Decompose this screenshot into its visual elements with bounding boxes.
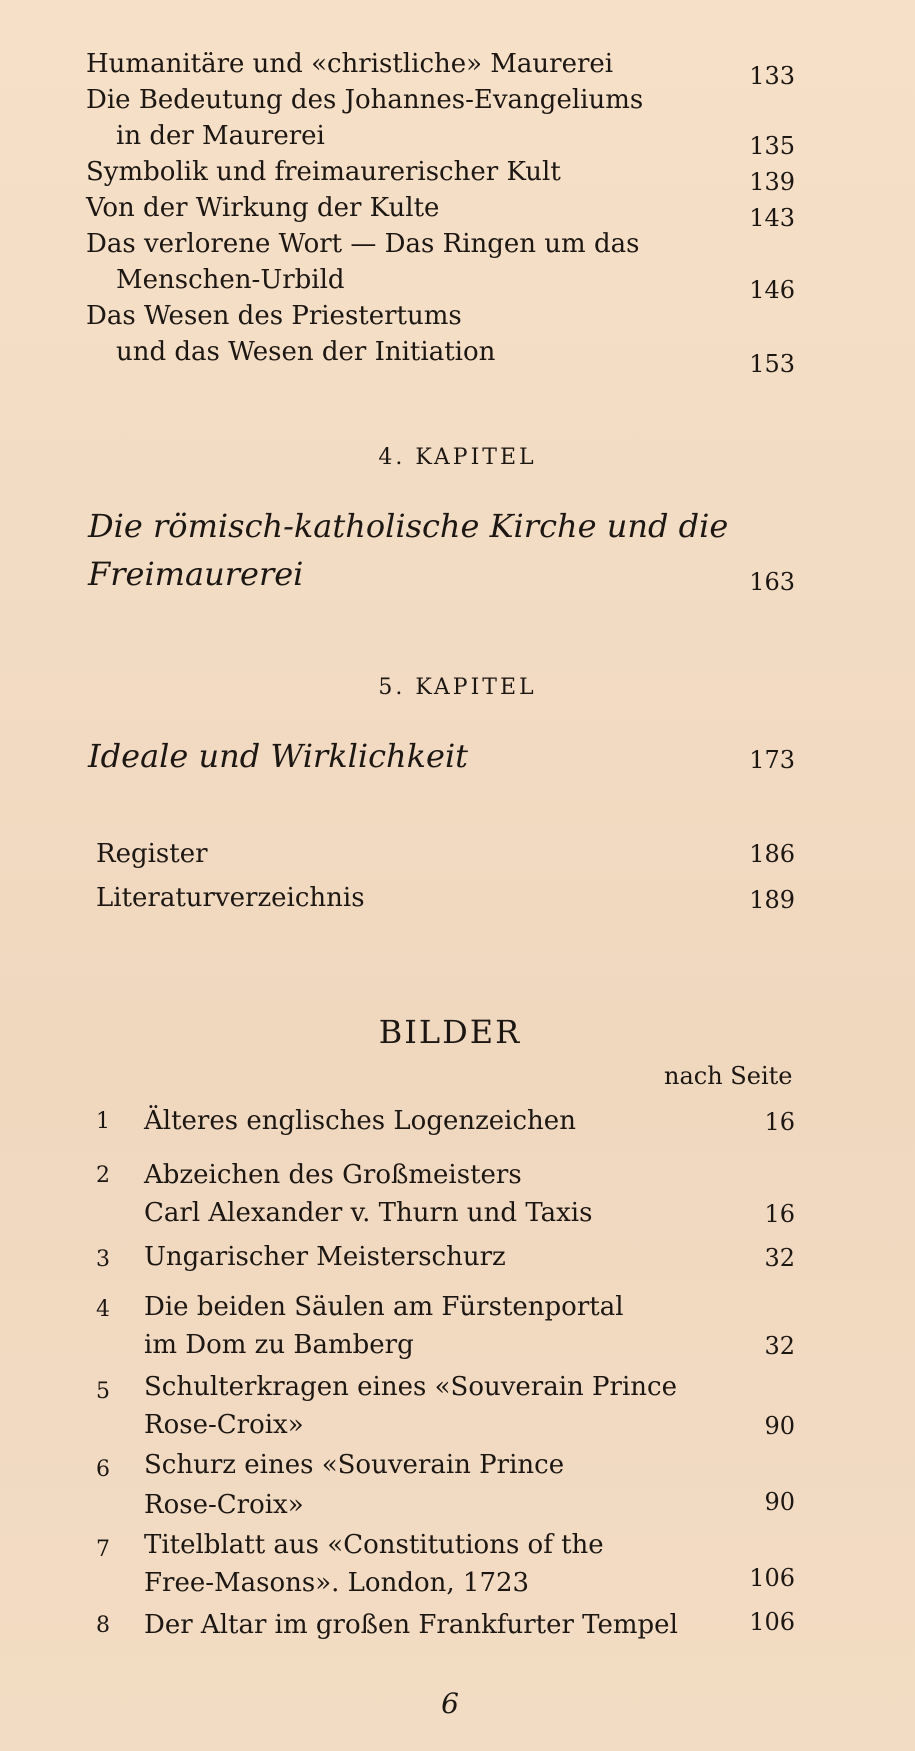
chapter-5-title: Ideale und Wirklichkeit bbox=[88, 737, 469, 775]
toc-entry-page: 153 bbox=[749, 350, 795, 378]
image-number: 1 bbox=[96, 1109, 110, 1134]
image-title: Die beiden Säulen am Fürstenportal bbox=[144, 1292, 624, 1322]
chapter-5-page: 173 bbox=[749, 746, 795, 774]
literatur-page: 189 bbox=[749, 886, 795, 914]
toc-entry-title: Symbolik und freimaurerischer Kult bbox=[86, 157, 561, 187]
chapter-4-title-cont: Freimaurerei bbox=[88, 555, 304, 593]
toc-entry-title-cont: Menschen-Urbild bbox=[116, 265, 345, 295]
image-page: 90 bbox=[764, 1488, 795, 1516]
toc-entry-page: 146 bbox=[749, 276, 795, 304]
image-title-cont: Free-Masons». London, 1723 bbox=[144, 1568, 530, 1598]
image-page: 32 bbox=[764, 1332, 795, 1360]
image-title: Älteres englisches Logenzeichen bbox=[144, 1106, 576, 1136]
image-title: Abzeichen des Großmeisters bbox=[144, 1160, 522, 1190]
chapter-4-page: 163 bbox=[749, 568, 795, 596]
toc-entry-title-cont: und das Wesen der Initiation bbox=[116, 337, 496, 367]
image-title: Titelblatt aus «Constitutions of the bbox=[144, 1530, 604, 1560]
image-title-cont: im Dom zu Bamberg bbox=[144, 1330, 414, 1360]
image-page: 16 bbox=[764, 1108, 795, 1136]
toc-entry-page: 135 bbox=[749, 132, 795, 160]
toc-entry-page: 133 bbox=[749, 62, 795, 90]
register-page: 186 bbox=[749, 840, 795, 868]
image-page: 106 bbox=[749, 1564, 795, 1592]
image-number: 6 bbox=[96, 1457, 110, 1482]
chapter-5-label: 5. KAPITEL bbox=[378, 675, 537, 700]
toc-entry-title: Das Wesen des Priestertums bbox=[86, 301, 462, 331]
toc-entry-page: 143 bbox=[749, 204, 795, 232]
toc-entry-title: Von der Wirkung der Kulte bbox=[86, 193, 440, 223]
image-title: Der Altar im großen Frankfurter Tempel bbox=[144, 1610, 678, 1640]
image-page: 32 bbox=[764, 1244, 795, 1272]
toc-entry-title: Humanitäre und «christliche» Maurerei bbox=[86, 49, 614, 79]
toc-entry-title: Die Bedeutung des Johannes-Evangeliums bbox=[86, 85, 644, 115]
image-title-cont: Rose-Croix» bbox=[144, 1410, 304, 1440]
toc-entry-page: 139 bbox=[749, 168, 795, 196]
image-title: Schurz eines «Souverain Prince bbox=[144, 1450, 565, 1480]
toc-entry-title: Das verlorene Wort — Das Ringen um das bbox=[86, 229, 640, 259]
image-number: 8 bbox=[96, 1613, 110, 1638]
image-page: 106 bbox=[749, 1608, 795, 1636]
image-title: Ungarischer Meisterschurz bbox=[144, 1242, 506, 1272]
image-number: 3 bbox=[96, 1247, 110, 1272]
bilder-heading: BILDER bbox=[378, 1013, 522, 1051]
image-title-cont: Rose-Croix» bbox=[144, 1490, 304, 1520]
image-page: 16 bbox=[764, 1200, 795, 1228]
image-number: 2 bbox=[96, 1163, 110, 1188]
image-number: 4 bbox=[96, 1297, 110, 1322]
image-page: 90 bbox=[764, 1412, 795, 1440]
literatur-label: Literaturverzeichnis bbox=[96, 883, 365, 913]
image-number: 7 bbox=[96, 1537, 110, 1562]
image-number: 5 bbox=[96, 1379, 110, 1404]
bilder-column-header: nach Seite bbox=[664, 1062, 793, 1090]
chapter-4-label: 4. KAPITEL bbox=[378, 445, 537, 470]
page-number: 6 bbox=[441, 1687, 459, 1720]
register-label: Register bbox=[96, 839, 208, 869]
image-title: Schulterkragen eines «Souverain Prince bbox=[144, 1372, 677, 1402]
image-title-cont: Carl Alexander v. Thurn und Taxis bbox=[144, 1198, 593, 1228]
toc-entry-title-cont: in der Maurerei bbox=[116, 121, 325, 151]
chapter-4-title: Die römisch-katholische Kirche und die bbox=[88, 507, 729, 545]
